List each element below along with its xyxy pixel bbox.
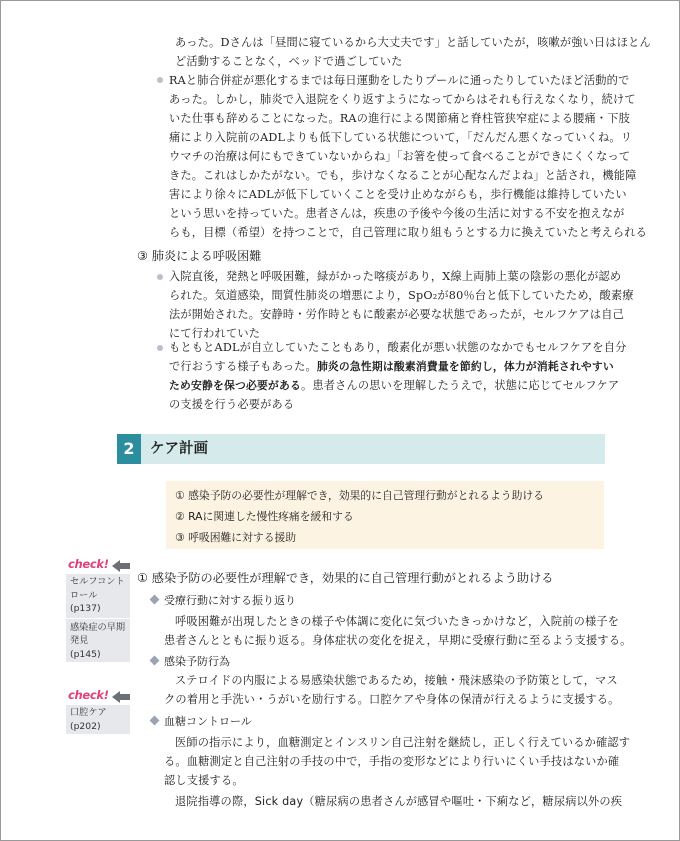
bullet-dot (157, 77, 163, 83)
xref-page: (p145) (70, 648, 101, 660)
last-line-rest: （糖尿病の患者さんが感冒や嘔吐・下痢など，糖尿病以外の疾 (303, 795, 623, 808)
check-badge: check! (68, 688, 109, 702)
plan-item-3: ③ 呼吸困難に対する援助 (175, 531, 297, 544)
intro-line-1: あった。Dさんは「昼間に寝ているから大丈夫です」と話していたが，咳嗽が強い日はほとん (175, 36, 651, 49)
topic-heading (151, 713, 252, 729)
sub3-b2-line-2-bold: 肺炎の急性期は酸素消費量を節約し，体力が消耗されやすい (316, 360, 614, 373)
sub3-b2-line-1: もともとADLが自立していたこともあり，酸素化が悪い状態のなかでもセルフケアを自分 (169, 341, 627, 354)
sub3-b1-line-4: にて行われていた (169, 327, 261, 340)
last-line-prefix: 退院指導の際， (175, 795, 255, 808)
ra-line-7: 害により徐々にADLが低下していくことを受け止めながらも，歩行機能は維持していたい (169, 188, 627, 201)
section-number: 2 (117, 434, 141, 464)
ra-line-1: RAと肺合併症が悪化するまでは毎日運動をしたりプールに通ったりしていたほど活動的で (169, 74, 630, 87)
sub3-b2-line-2-normal: で行おうする様子もあった。 (169, 360, 317, 373)
xref-text: 発見 (70, 635, 89, 646)
sub3-b2-line-3-bold: ため安静を保つ必要がある (169, 379, 301, 392)
ra-line-2: あった。しかし，肺炎で入退院をくり返すようになってからはそれも行えなくなり，続けて (169, 93, 636, 106)
diamond-icon (150, 656, 160, 666)
ra-line-4: 痛により入院前のADLよりも低下している状態について，「だんだん悪くなっていくね。リ (169, 131, 633, 144)
ra-line-9: らも，目標（希望）を持つことで，自己管理に取り組もうとする力に換えていたと考えられる (169, 226, 648, 239)
bullet-dot (157, 274, 163, 280)
xref-text: セルフコント (70, 576, 125, 587)
sub3-b2-line-3 (169, 376, 619, 395)
sub3-b2-line-3-normal: 。患者さんの思いを理解したうえで，状態に応じてセルフケア (300, 379, 620, 392)
goal-1-title: ① 感染予防の必要性が理解でき，効果的に自己管理行動がとれるよう助ける (137, 571, 554, 585)
check-badge: check! (68, 557, 109, 571)
bullet-dot (157, 345, 163, 351)
topic-3-line-3: 認し支援する。 (164, 774, 244, 787)
check-arrow-icon (120, 563, 130, 569)
topic-heading (151, 653, 230, 669)
ra-line-6: きた。これはしかたがない。でも，歩けなくなることが心配なんだよね」と話され，機能障 (169, 169, 637, 182)
ra-line-8: という思いを持っていた。患者さんは，疾患の予後や今後の生活に対する不安を抱えなが (169, 207, 625, 220)
check-arrow-icon (112, 560, 120, 572)
goal-1-last-line (175, 792, 622, 811)
divider (66, 618, 130, 619)
diamond-icon (150, 716, 160, 726)
ra-line-5: ウマチの治療は何にもできていないからね」「お箸を使って食べることができにくくなって (169, 150, 631, 163)
subsection-3-title: ③ 肺炎による呼吸困難 (137, 249, 262, 263)
sub3-b2-line-2 (169, 357, 614, 376)
plan-item-2: ② RAに関連した慢性疼痛を緩和する (175, 510, 354, 523)
topic-2-line-1: ステロイドの内服による易感染状態であるため，接触・飛沫感染の予防策として，マス (175, 674, 618, 687)
ra-line-3: いた仕事も辞めることになった。RAの進行による関節痛と脊柱管狭窄症による腰痛・下肢 (169, 112, 631, 125)
sub3-b1-line-2: られた。気道感染，間質性肺炎の増悪により，SpO₂が80％台と低下していたため，酸素療 (169, 289, 634, 302)
cross-reference-box (66, 705, 130, 734)
diamond-icon (150, 595, 160, 605)
topic-heading-label: 感染予防行為 (164, 655, 230, 668)
topic-3-line-2: る。血糖測定と自己注射の手技の中で，手指の変形などにより行いにくい手技はないか確 (164, 755, 620, 768)
plan-item-1: ① 感染予防の必要性が理解でき，効果的に自己管理行動がとれるよう助ける (175, 489, 544, 502)
topic-heading-label: 受療行動に対する振り返り (164, 594, 296, 607)
cross-reference-box (66, 574, 130, 662)
topic-3-line-1: 医師の指示により，血糖測定とインスリン自己注射を継続し，正しく行えているか確認す (175, 736, 631, 749)
sub3-b2-line-4: の支援を行う必要がある (169, 398, 295, 411)
sub3-b1-line-1: 入院直後，発熱と呼吸困難，緑がかった喀痰があり，X線上両肺上葉の陰影の悪化が認め (169, 270, 622, 283)
section-title: ケア計画 (150, 441, 208, 457)
sick-day-term: Sick day (254, 795, 304, 808)
xref-text: ロール (70, 589, 98, 601)
topic-1-line-2: 患者さんとともに振り返る。身体症状の変化を捉え，早期に受療行動に至るよう支援する。 (164, 634, 632, 647)
xref-text: 感染症の早期 (70, 621, 126, 633)
sub3-b1-line-3: 法が開始された。安静時・労作時ともに酸素が必要な状態であったが，セルフケアは自己 (169, 308, 625, 321)
xref-page: (p137) (70, 603, 101, 614)
intro-line-2: ど活動することなく，ベッドで過ごしていた (175, 55, 403, 68)
xref-page: (p202) (70, 720, 101, 732)
xref-text: 口腔ケア (70, 707, 107, 718)
topic-1-line-1: 呼吸困難が出現したときの様子や体調に変化に気づいたきっかけなど，入院前の様子を (175, 615, 620, 628)
check-arrow-icon (112, 691, 120, 703)
topic-heading-label: 血糖コントロール (164, 715, 252, 728)
check-arrow-icon (120, 694, 130, 700)
topic-2-line-2: クの着用と手洗い・うがいを励行する。口腔ケアや身体の保清が行えるように支援する。 (164, 693, 620, 706)
topic-heading (151, 592, 296, 608)
